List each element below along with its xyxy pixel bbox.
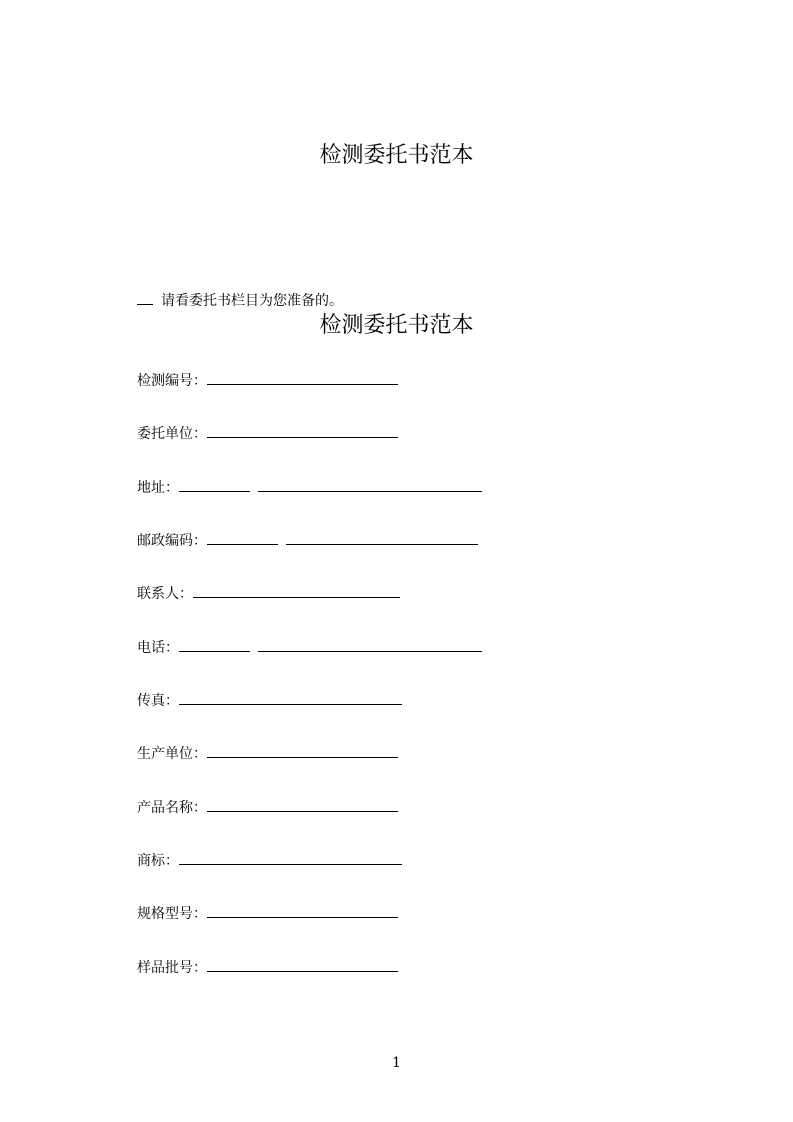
field-sample-batch xyxy=(137,957,398,978)
field-label: 电话： xyxy=(137,640,179,656)
page-number: 1 xyxy=(392,1055,401,1071)
field-label: 地址： xyxy=(137,480,179,496)
field-blank-line xyxy=(193,583,400,598)
field-blank-line xyxy=(207,957,398,972)
field-label: 生产单位： xyxy=(137,746,207,762)
field-address xyxy=(137,477,482,498)
field-client-unit xyxy=(137,423,398,444)
field-postal-code xyxy=(137,530,478,551)
field-inspection-number xyxy=(137,370,398,391)
field-label: 传真： xyxy=(137,693,179,709)
field-blank-line xyxy=(179,477,250,492)
field-blank-line xyxy=(258,477,482,492)
field-label: 商标： xyxy=(137,853,179,869)
intro-text: 请看委托书栏目为您准备的。 xyxy=(161,293,343,309)
field-contact-person xyxy=(137,583,400,604)
field-blank-line xyxy=(179,637,250,652)
field-blank-line xyxy=(207,903,398,918)
field-blank-line xyxy=(207,530,278,545)
field-model-spec xyxy=(137,903,398,924)
field-label: 规格型号： xyxy=(137,906,207,922)
document-title: 检测委托书范本 xyxy=(319,143,474,168)
field-label: 检测编号： xyxy=(137,373,207,389)
field-fax xyxy=(137,690,402,711)
field-phone xyxy=(137,637,482,658)
field-trademark xyxy=(137,850,402,871)
field-blank-line xyxy=(207,797,398,812)
field-label: 联系人： xyxy=(137,586,193,602)
field-manufacturer xyxy=(137,743,398,764)
field-label: 产品名称： xyxy=(137,800,207,816)
field-blank-line xyxy=(207,423,398,438)
form-title: 检测委托书范本 xyxy=(319,313,474,338)
intro-blank-line xyxy=(137,290,153,305)
field-blank-line xyxy=(179,850,402,865)
field-blank-line xyxy=(286,530,478,545)
intro-paragraph xyxy=(137,290,343,311)
field-blank-line xyxy=(207,743,398,758)
field-label: 样品批号： xyxy=(137,960,207,976)
field-label: 委托单位： xyxy=(137,426,207,442)
field-blank-line xyxy=(258,637,482,652)
field-blank-line xyxy=(179,690,402,705)
field-label: 邮政编码： xyxy=(137,533,207,549)
field-product-name xyxy=(137,797,398,818)
field-blank-line xyxy=(207,370,398,385)
